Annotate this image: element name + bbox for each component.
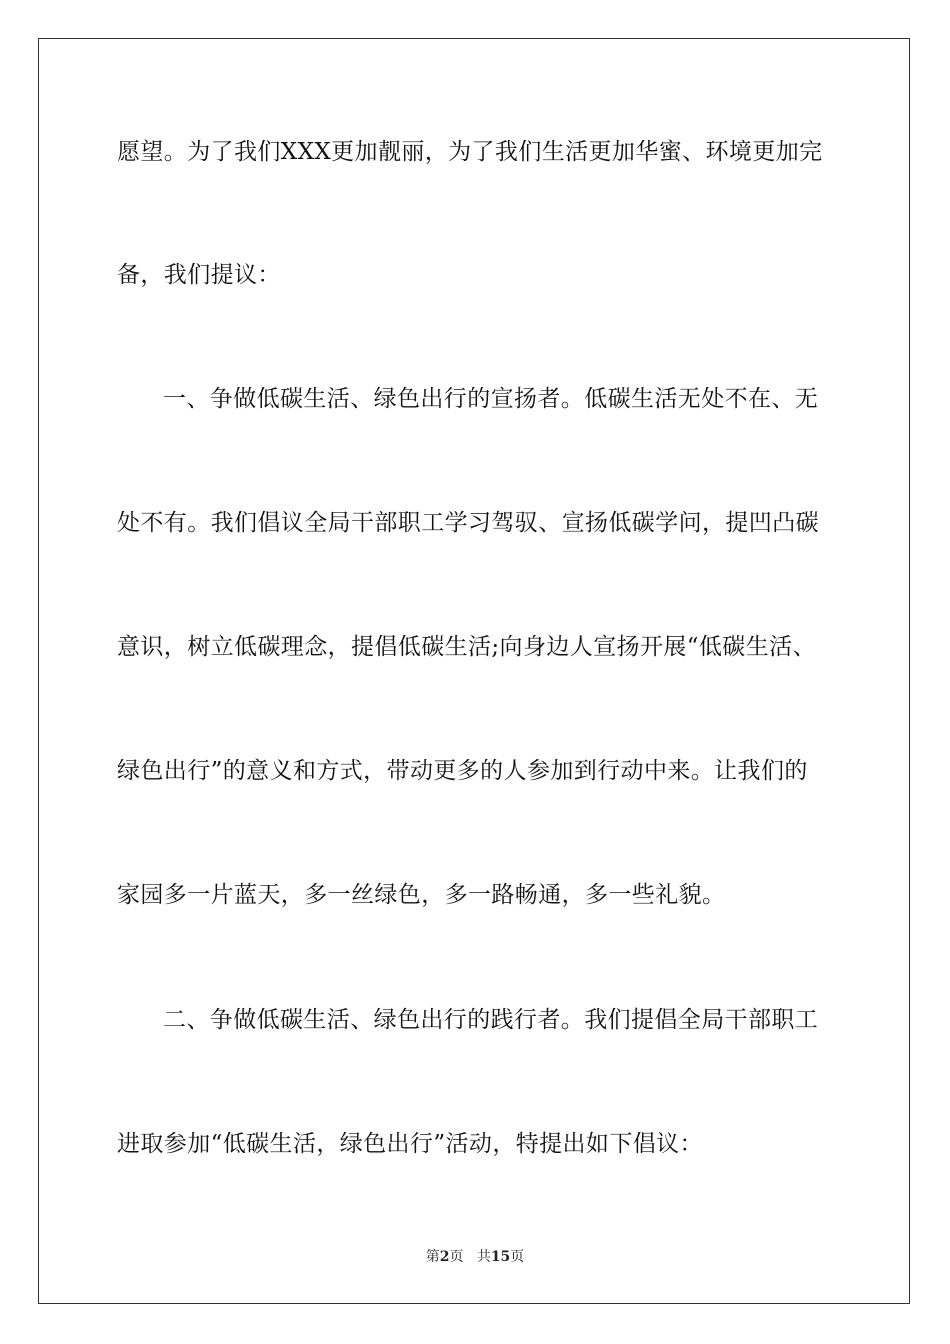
total-pages: 15 [490,1249,511,1265]
paragraph-line: 处不有。我们倡议全局干部职工学习驾驭、宣扬低碳学问，提凹凸碳 [117,510,819,536]
page-prefix: 第 [425,1249,440,1265]
paragraph-line: 进取参加“低碳生活，绿色出行”活动，特提出如下倡议： [117,1131,703,1157]
page-number: 2 [439,1249,450,1265]
page-border [38,38,910,1304]
paragraph-line: 家园多一片蓝天，多一丝绿色，多一路畅通，多一些礼貌。 [117,882,726,908]
paragraph-line: 意识，树立低碳理念，提倡低碳生活;向身边人宣扬开展“低碳生活、 [117,634,816,660]
page-footer [0,1248,950,1266]
paragraph-line: 愿望。为了我们XXX更加靓丽，为了我们生活更加华蜜、环境更加完 [117,139,823,165]
total-suffix: 页 [510,1249,525,1265]
paragraph-line: 二、争做低碳生活、绿色出行的践行者。我们提倡全局干部职工 [163,1007,819,1033]
paragraph-line: 绿色出行”的意义和方式，带动更多的人参加到行动中来。让我们的 [117,758,808,784]
page-suffix: 页 [449,1249,464,1265]
paragraph-line: 一、争做低碳生活、绿色出行的宣扬者。低碳生活无处不在、无 [163,386,819,412]
total-prefix: 共 [476,1249,491,1265]
paragraph-line: 备，我们提议： [117,262,281,288]
